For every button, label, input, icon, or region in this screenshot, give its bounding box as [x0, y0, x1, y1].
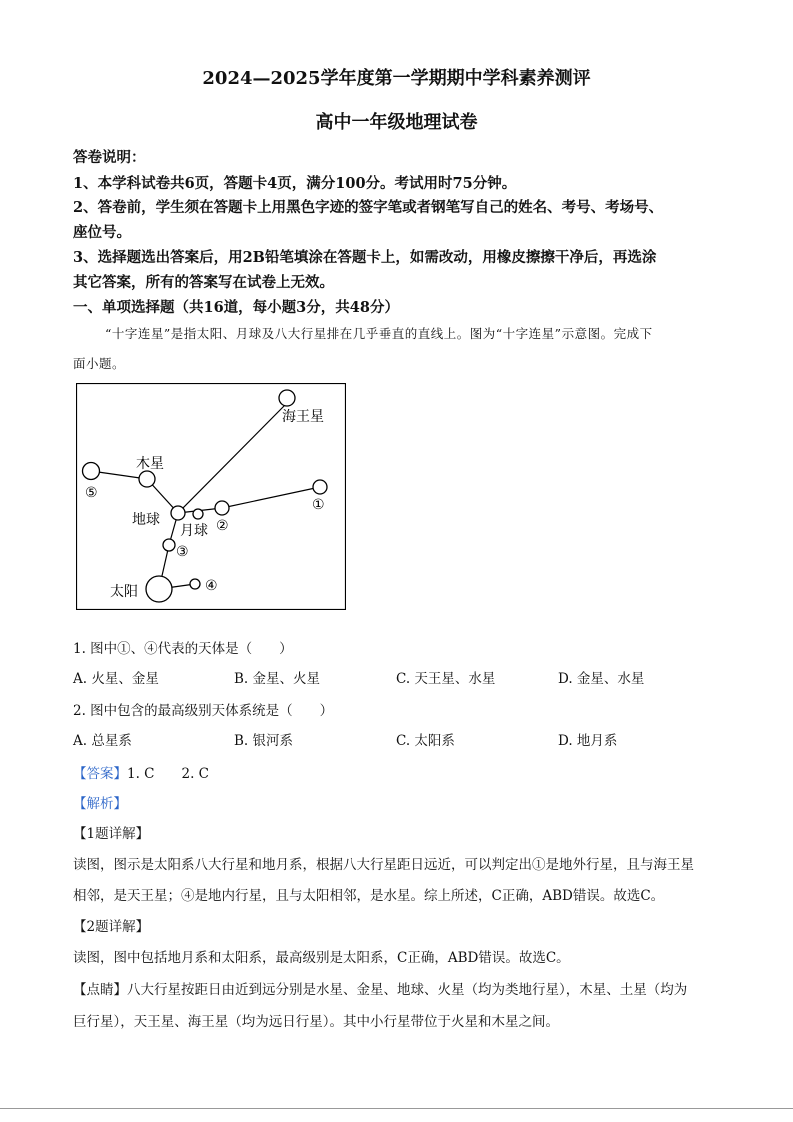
page-footer-divider	[0, 1108, 793, 1109]
question-1-stem: 1. 图中①、④代表的天体是（ ）	[73, 641, 293, 657]
exam-title: 2024—2025学年度第一学期期中学科素养测评	[202, 68, 591, 89]
tip-text: 八大行星按距日由近到远分别是水星、金星、地球、火星（均为类地行星），木星、土星（均为	[127, 982, 688, 998]
q1-option-d[interactable]: D. 金星、水星	[558, 671, 645, 687]
label-neptune: 海王星	[282, 409, 324, 425]
q1-explanation-heading: 【1题详解】	[73, 826, 150, 842]
label-moon: 月球	[180, 523, 208, 539]
label-earth: 地球	[132, 512, 160, 528]
label-sun: 太阳	[110, 584, 138, 600]
sun-circle	[146, 576, 172, 602]
q2-explanation-heading: 【2题详解】	[73, 919, 150, 935]
answer-label: 【答案】	[73, 766, 127, 782]
planet-2-circle	[215, 501, 229, 515]
question-2-stem: 2. 图中包含的最高级别天体系统是（ ）	[73, 703, 334, 719]
tip-line1	[73, 978, 687, 998]
moon-circle	[193, 509, 203, 519]
instruction-3: 3、选择题选出答案后，用2B铅笔填涂在答题卡上，如需改动，用橡皮擦擦干净后，再选涂	[73, 249, 657, 266]
q2-explanation-line1: 读图，图中包括地月系和太阳系，最高级别是太阳系，C正确，ABD错误。故选C。	[73, 950, 570, 966]
instruction-2: 2、答卷前，学生须在答题卡上用黑色字迹的签字笔或者钢笔写自己的姓名、考号、考场号、	[73, 199, 664, 216]
jupiter-circle	[139, 471, 155, 487]
label-3: ③	[176, 544, 189, 560]
answer-text: 1. C 2. C	[127, 766, 210, 782]
q2-option-c[interactable]: C. 太阳系	[396, 733, 455, 749]
section-intro: “十字连星”是指太阳、月球及八大行星排在几乎垂直的直线上。图为“十字连星”示意图。完成下	[105, 326, 653, 341]
exam-subtitle: 高中一年级地理试卷	[315, 112, 478, 133]
section-heading: 一、单项选择题（共16道，每小题3分，共48分）	[73, 299, 399, 316]
label-5: ⑤	[85, 485, 98, 501]
tip-line2: 巨行星），天王星、海王星（均为远日行星）。其中小行星带位于火星和木星之间。	[73, 1014, 559, 1030]
answer-line	[73, 762, 209, 782]
q1-option-a[interactable]: A. 火星、金星	[73, 671, 159, 687]
q1-option-b[interactable]: B. 金星、火星	[234, 671, 321, 687]
label-jupiter: 木星	[136, 456, 164, 472]
q1-explanation-line1: 读图，图示是太阳系八大行星和地月系，根据八大行星距日远近，可以判定出①是地外行星，且与海王星	[73, 857, 694, 873]
label-4: ④	[205, 578, 218, 594]
instructions-heading: 答卷说明：	[73, 149, 146, 166]
q2-option-a[interactable]: A. 总星系	[73, 733, 132, 749]
label-2: ②	[216, 518, 229, 534]
label-1: ①	[312, 497, 325, 513]
q2-option-b[interactable]: B. 银河系	[234, 733, 294, 749]
instruction-3-cont: 其它答案，所有的答案写在试卷上无效。	[73, 274, 334, 291]
tip-label: 【点睛】	[73, 982, 127, 998]
instruction-1: 1、本学科试卷共6页，答题卡4页，满分100分。考试用时75分钟。	[73, 175, 517, 192]
neptune-circle	[279, 390, 295, 406]
earth-circle	[171, 506, 185, 520]
planet-4-circle	[190, 579, 200, 589]
planet-3-circle	[163, 539, 175, 551]
planet-1-circle	[313, 480, 327, 494]
q1-explanation-line2: 相邻，是天王星；④是地内行星，且与太阳相邻，是水星。综上所述，C正确，ABD错误。故选C。	[73, 888, 665, 904]
planet-5-circle	[83, 463, 100, 480]
analysis-label: 【解析】	[73, 796, 127, 812]
q1-option-c[interactable]: C. 天王星、水星	[396, 671, 496, 687]
cross-alignment-diagram	[76, 383, 346, 610]
instruction-2-cont: 座位号。	[73, 224, 131, 241]
q2-option-d[interactable]: D. 地月系	[558, 733, 618, 749]
section-intro-cont: 面小题。	[73, 356, 126, 371]
